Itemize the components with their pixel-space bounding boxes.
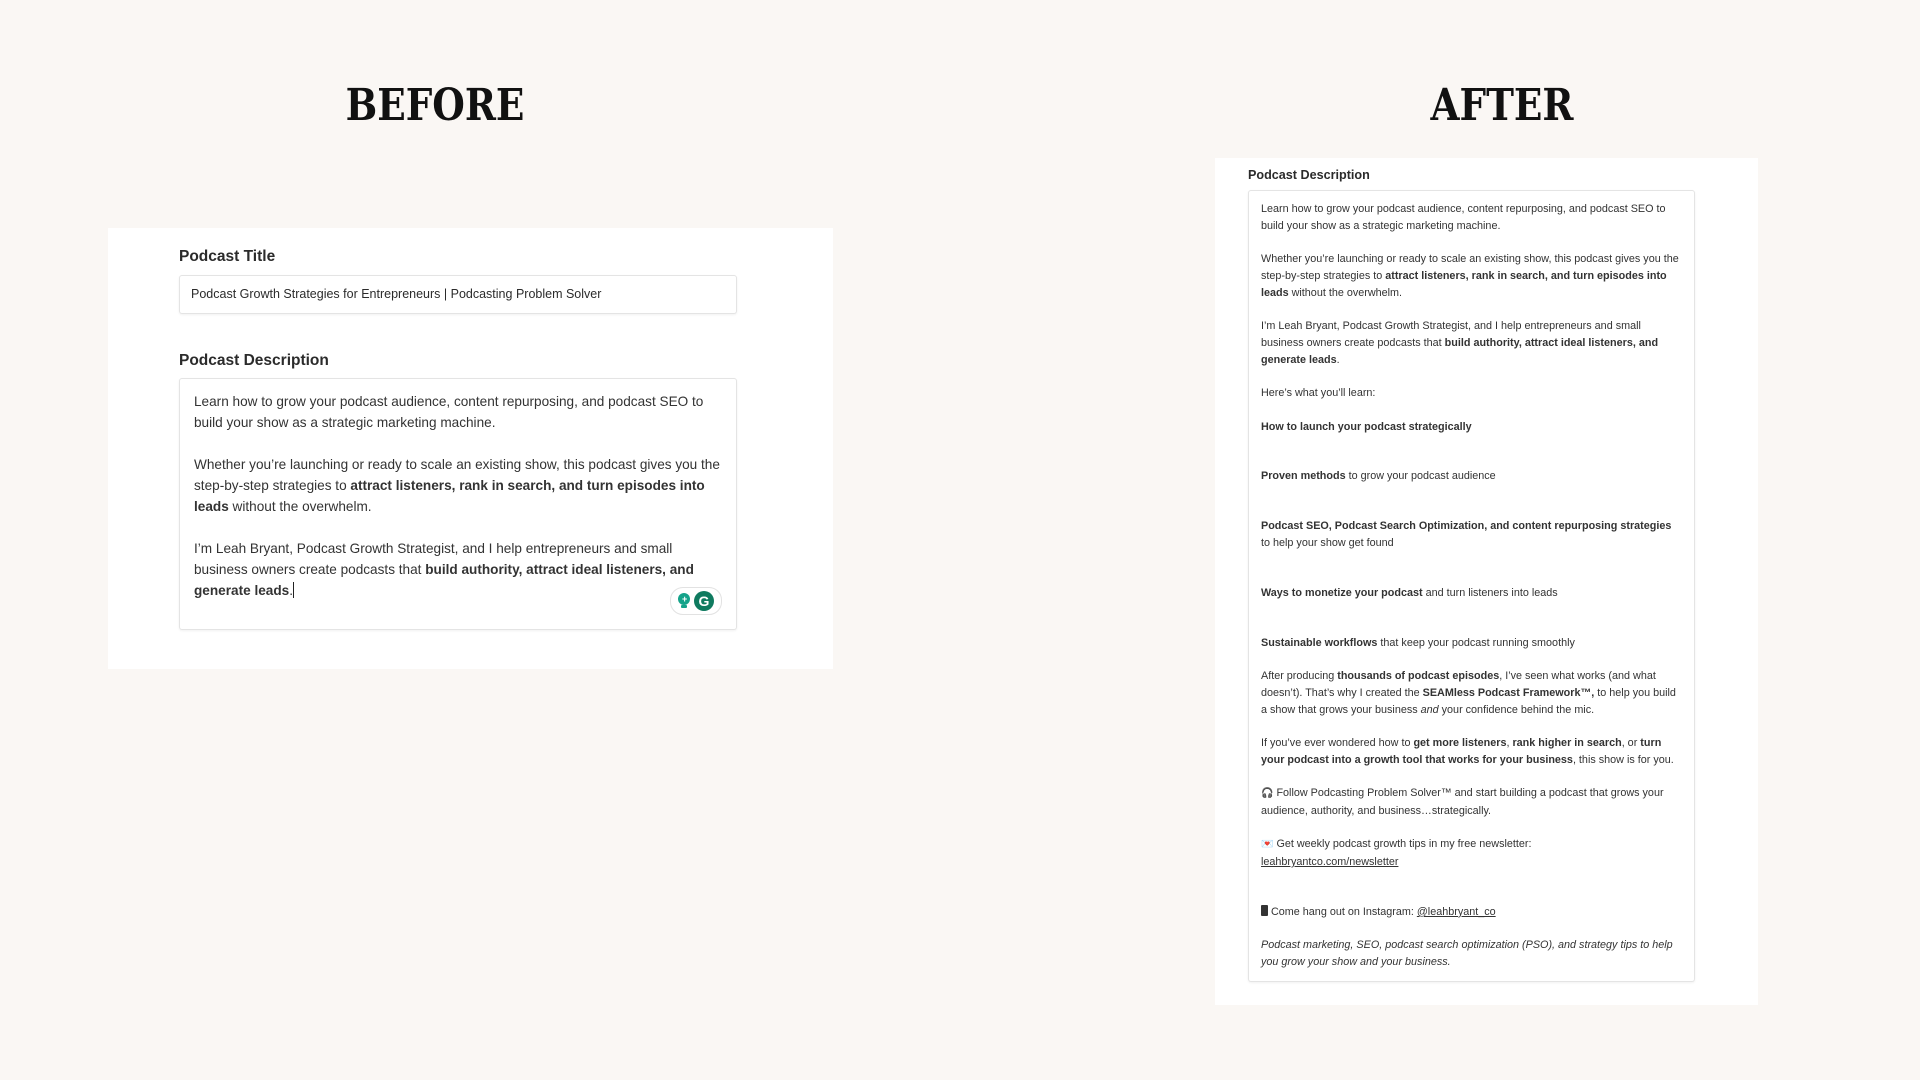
before-form-card (108, 228, 833, 669)
podcast-title-label: Podcast Title (179, 248, 276, 265)
podcast-description-textarea[interactable] (1248, 190, 1695, 982)
description-paragraph: Whether you’re launching or ready to scale an existing show, this podcast gives you the step-by-step strategies to attract listeners, rank in search, and turn episodes into leads without the overwhelm. (1261, 253, 1679, 299)
text-caret (293, 582, 294, 598)
description-paragraph: After producing thousands of podcast episodes, I’ve seen what works (and what doesn’t). That’s why I created the SEAMless Podcast Framework™, to help you build a show that grows your business and your confidence behind the mic. (1261, 669, 1676, 716)
lightbulb-icon[interactable]: + (678, 593, 690, 609)
grammarly-widget[interactable] (670, 587, 722, 615)
love-letter-icon: 💌 (1261, 839, 1274, 851)
learn-item: How to launch your podcast strategically (1261, 420, 1472, 433)
description-paragraph: Learn how to grow your podcast audience, content repurposing, and podcast SEO to build your show as a strategic marketing machine. (194, 394, 704, 430)
learn-item: Proven methods to grow your podcast audience (1261, 470, 1496, 483)
follow-paragraph: 🎧 Follow Podcasting Problem Solver™ and start building a podcast that grows your audience, authority, and business…strategically. (1261, 787, 1664, 817)
grammarly-icon[interactable]: G (694, 591, 714, 611)
podcast-description-textarea[interactable] (179, 378, 737, 630)
learn-item: Sustainable workflows that keep your podcast running smoothly (1261, 636, 1575, 649)
description-paragraph: If you’ve ever wondered how to get more listeners, rank higher in search, or turn your podcast into a growth tool that works for your business, this show is for you. (1261, 736, 1674, 766)
after-form-card (1215, 158, 1758, 1005)
learn-item: Ways to monetize your podcast and turn listeners into leads (1261, 586, 1558, 599)
podcast-description-label: Podcast Description (179, 352, 329, 369)
learn-item: Podcast SEO, Podcast Search Optimization, and content repurposing strategies to help your show get found (1261, 520, 1672, 549)
description-paragraph: I’m Leah Bryant, Podcast Growth Strategist, and I help entrepreneurs and small business owners create podcasts that build authority, attract ideal listeners, and generate leads. (194, 541, 694, 598)
podcast-description-label: Podcast Description (1248, 168, 1370, 182)
description-paragraph: Whether you’re launching or ready to scale an existing show, this podcast gives you the step-by-step strategies to attract listeners, rank in search, and turn episodes into leads without the overwhelm. (194, 457, 720, 514)
learn-intro: Here’s what you’ll learn: (1261, 387, 1376, 400)
tagline: Podcast marketing, SEO, podcast search optimization (PSO), and strategy tips to help you grow your show and your business. (1261, 939, 1673, 969)
phone-icon (1261, 905, 1268, 916)
description-paragraph: I’m Leah Bryant, Podcast Growth Strategist, and I help entrepreneurs and small business owners create podcasts that build authority, attract ideal listeners, and generate leads. (1261, 320, 1659, 366)
podcast-title-input[interactable]: Podcast Growth Strategies for Entrepreneurs | Podcasting Problem Solver (179, 275, 737, 314)
instagram-paragraph: Come hang out on Instagram: @leahbryant_co (1261, 904, 1682, 921)
newsletter-paragraph: 💌 Get weekly podcast growth tips in my free newsletter: leahbryantco.com/newsletter (1261, 838, 1532, 869)
description-paragraph: Learn how to grow your podcast audience, content repurposing, and podcast SEO to build your show as a strategic marketing machine. (1261, 203, 1666, 232)
instagram-link[interactable]: @leahbryant_co (1416, 905, 1496, 918)
newsletter-link[interactable]: leahbryantco.com/newsletter (1261, 856, 1399, 869)
before-heading: BEFORE (345, 80, 525, 131)
headphones-icon: 🎧 (1261, 788, 1274, 800)
after-heading: AFTER (1430, 80, 1574, 131)
